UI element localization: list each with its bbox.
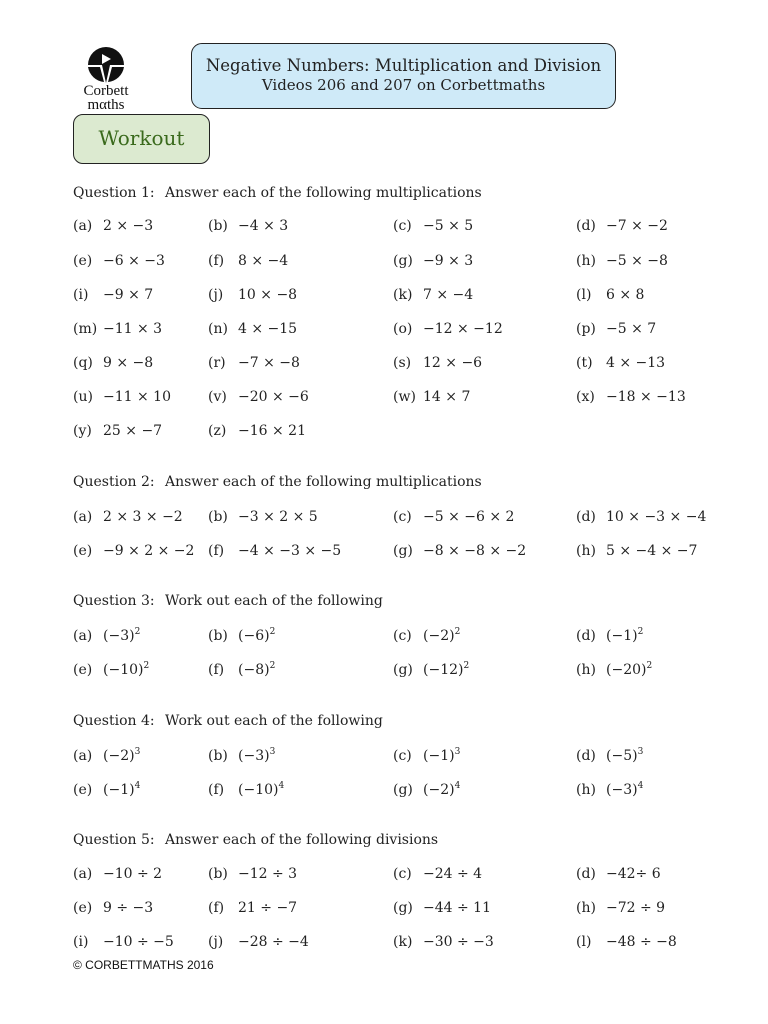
- question-label: Question 4:: [73, 713, 155, 729]
- item-label: (g): [393, 543, 413, 559]
- question-1-item: [208, 253, 288, 269]
- question-4-item: [576, 747, 643, 764]
- item-expression: (−1): [423, 748, 455, 764]
- question-5-heading: [73, 832, 438, 848]
- item-expression: 25 × −7: [103, 423, 163, 439]
- item-label: (f): [208, 543, 225, 559]
- copyright-text: © CORBETTMATHS 2016: [73, 958, 214, 972]
- item-label: (k): [393, 287, 413, 303]
- question-2-item: [576, 509, 706, 525]
- item-expression: (−20): [606, 662, 647, 678]
- item-expression: (−2): [423, 782, 455, 798]
- item-exponent: 2: [463, 661, 470, 671]
- item-expression: 7 × −4: [423, 287, 474, 303]
- question-1-item: [208, 423, 306, 439]
- item-label: (d): [576, 628, 596, 644]
- item-label: (p): [576, 321, 596, 337]
- item-label: (e): [73, 662, 93, 678]
- question-1-item: [576, 253, 668, 269]
- item-expression: −10 ÷ 2: [103, 866, 163, 882]
- page-subtitle: Videos 206 and 207 on Corbettmaths: [261, 76, 546, 94]
- item-label: (h): [576, 900, 596, 916]
- item-expression: −20 × −6: [238, 389, 309, 405]
- item-label: (b): [208, 628, 228, 644]
- item-label: (q): [73, 355, 93, 371]
- item-expression: (−3): [103, 628, 135, 644]
- question-2-item: [393, 543, 526, 559]
- logo-line1: Corbett: [83, 83, 129, 99]
- question-1-item: [208, 287, 297, 303]
- question-1-item: [393, 355, 482, 371]
- question-5-item: [576, 900, 665, 916]
- item-expression: −28 ÷ −4: [238, 934, 309, 950]
- question-1-item: [73, 355, 153, 371]
- item-label: (l): [576, 934, 592, 950]
- item-expression: 14 × 7: [423, 389, 471, 405]
- item-expression: −6 × −3: [103, 253, 165, 269]
- question-1-item: [73, 253, 165, 269]
- question-1-item: [73, 321, 162, 337]
- item-label: (a): [73, 218, 93, 234]
- item-label: (f): [208, 900, 225, 916]
- question-label: Question 2:: [73, 474, 155, 490]
- item-expression: −42÷ 6: [606, 866, 661, 882]
- question-2-item: [208, 509, 318, 525]
- item-label: (k): [393, 934, 413, 950]
- item-expression: −7 × −8: [238, 355, 300, 371]
- item-label: (d): [576, 509, 596, 525]
- item-label: (e): [73, 782, 93, 798]
- question-2-item: [73, 543, 194, 559]
- question-label: Question 1:: [73, 185, 155, 201]
- logo-line2: mαths: [87, 97, 125, 113]
- item-expression: −18 × −13: [606, 389, 686, 405]
- question-1-item: [576, 321, 656, 337]
- item-expression: −11 × 3: [103, 321, 163, 337]
- item-expression: 12 × −6: [423, 355, 483, 371]
- question-5-item: [73, 934, 174, 950]
- item-exponent: 2: [143, 661, 150, 671]
- item-label: (c): [393, 866, 412, 882]
- question-1-item: [393, 253, 473, 269]
- item-label: (b): [208, 748, 228, 764]
- item-expression: −9 × 3: [423, 253, 474, 269]
- item-exponent: 3: [637, 747, 644, 757]
- item-label: (u): [73, 389, 93, 405]
- question-3-item: [73, 661, 149, 678]
- item-expression: 4 × −15: [238, 321, 298, 337]
- item-expression: −11 × 10: [103, 389, 171, 405]
- item-label: (s): [393, 355, 412, 371]
- question-4-item: [393, 747, 460, 764]
- item-label: (c): [393, 628, 412, 644]
- question-3-item: [576, 627, 643, 644]
- item-label: (j): [208, 934, 224, 950]
- question-1-item: [73, 423, 162, 439]
- item-expression: −9 × 7: [103, 287, 154, 303]
- question-5-item: [576, 866, 661, 882]
- question-2-item: [393, 509, 514, 525]
- question-1-item: [208, 389, 309, 405]
- item-label: (g): [393, 253, 413, 269]
- item-label: (a): [73, 748, 93, 764]
- page-title: Negative Numbers: Multiplication and Division: [205, 56, 602, 75]
- question-4-item: [208, 781, 284, 798]
- item-expression: −5 × 5: [423, 218, 474, 234]
- item-label: (h): [576, 782, 596, 798]
- question-5-item: [73, 900, 153, 916]
- item-exponent: 2: [637, 627, 644, 637]
- question-1-item: [208, 355, 300, 371]
- question-1-heading: [73, 185, 482, 201]
- item-exponent: 2: [646, 661, 653, 671]
- item-label: (r): [208, 355, 226, 371]
- item-expression: −7 × −2: [606, 218, 668, 234]
- item-expression: 2 × 3 × −2: [103, 509, 183, 525]
- question-3-item: [393, 627, 460, 644]
- question-3-item: [208, 661, 275, 678]
- item-expression: 2 × −3: [103, 218, 154, 234]
- item-label: (i): [73, 287, 89, 303]
- item-label: (e): [73, 900, 93, 916]
- item-expression: (−2): [103, 748, 135, 764]
- question-1-item: [576, 218, 668, 234]
- item-expression: 6 × 8: [606, 287, 645, 303]
- question-1-item: [73, 389, 171, 405]
- item-label: (a): [73, 628, 93, 644]
- question-3-heading: [73, 593, 383, 609]
- item-expression: 21 ÷ −7: [238, 900, 298, 916]
- item-label: (d): [576, 218, 596, 234]
- item-expression: −3 × 2 × 5: [238, 509, 318, 525]
- item-expression: −24 ÷ 4: [423, 866, 483, 882]
- question-4-item: [73, 781, 140, 798]
- item-expression: 10 × −3 × −4: [606, 509, 707, 525]
- workout-label: Workout: [73, 114, 210, 164]
- item-expression: (−3): [238, 748, 270, 764]
- item-expression: (−8): [238, 662, 270, 678]
- question-4-item: [576, 781, 643, 798]
- item-label: (c): [393, 218, 412, 234]
- item-label: (z): [208, 423, 227, 439]
- item-label: (f): [208, 253, 225, 269]
- item-label: (c): [393, 748, 412, 764]
- question-3-item: [576, 661, 652, 678]
- question-3-item: [208, 627, 275, 644]
- item-exponent: 2: [269, 661, 276, 671]
- item-label: (j): [208, 287, 224, 303]
- item-expression: (−6): [238, 628, 270, 644]
- question-instruction: Work out each of the following: [165, 593, 383, 609]
- item-expression: −48 ÷ −8: [606, 934, 677, 950]
- item-expression: 8 × −4: [238, 253, 289, 269]
- item-label: (a): [73, 866, 93, 882]
- play-button-logo-icon: [85, 46, 127, 84]
- item-label: (m): [73, 321, 98, 337]
- question-5-item: [393, 900, 491, 916]
- question-5-item: [208, 900, 297, 916]
- question-1-item: [576, 389, 686, 405]
- item-expression: 9 × −8: [103, 355, 154, 371]
- question-5-item: [576, 934, 677, 950]
- item-label: (o): [393, 321, 413, 337]
- item-exponent: 3: [134, 747, 141, 757]
- question-1-item: [576, 287, 644, 303]
- item-exponent: 2: [134, 627, 141, 637]
- item-exponent: 2: [454, 627, 461, 637]
- question-2-item: [73, 509, 183, 525]
- question-1-item: [73, 218, 153, 234]
- item-expression: (−3): [606, 782, 638, 798]
- item-label: (h): [576, 253, 596, 269]
- item-label: (d): [576, 866, 596, 882]
- item-label: (b): [208, 509, 228, 525]
- item-expression: −5 × −8: [606, 253, 668, 269]
- item-expression: −12 × −12: [423, 321, 503, 337]
- item-label: (l): [576, 287, 592, 303]
- item-expression: (−10): [103, 662, 144, 678]
- question-5-item: [73, 866, 162, 882]
- question-4-item: [73, 747, 140, 764]
- item-expression: (−1): [606, 628, 638, 644]
- question-1-item: [208, 218, 288, 234]
- item-label: (t): [576, 355, 593, 371]
- item-expression: −12 ÷ 3: [238, 866, 298, 882]
- item-exponent: 3: [454, 747, 461, 757]
- item-label: (g): [393, 900, 413, 916]
- item-label: (b): [208, 218, 228, 234]
- item-label: (d): [576, 748, 596, 764]
- item-expression: −72 ÷ 9: [606, 900, 666, 916]
- item-expression: 9 ÷ −3: [103, 900, 154, 916]
- item-expression: 4 × −13: [606, 355, 666, 371]
- item-expression: −5 × −6 × 2: [423, 509, 515, 525]
- item-label: (b): [208, 866, 228, 882]
- item-expression: (−2): [423, 628, 455, 644]
- item-expression: −9 × 2 × −2: [103, 543, 195, 559]
- question-5-item: [208, 934, 309, 950]
- question-1-item: [73, 287, 153, 303]
- item-label: (f): [208, 662, 225, 678]
- question-4-heading: [73, 713, 383, 729]
- question-5-item: [393, 866, 482, 882]
- item-label: (x): [576, 389, 595, 405]
- question-1-item: [393, 218, 473, 234]
- question-label: Question 5:: [73, 832, 155, 848]
- question-instruction: Answer each of the following multiplications: [165, 474, 482, 490]
- item-exponent: 4: [134, 781, 141, 791]
- item-expression: −44 ÷ 11: [423, 900, 491, 916]
- item-expression: −30 ÷ −3: [423, 934, 494, 950]
- item-label: (n): [208, 321, 228, 337]
- item-label: (e): [73, 253, 93, 269]
- question-5-item: [208, 866, 297, 882]
- question-instruction: Answer each of the following divisions: [165, 832, 439, 848]
- question-1-item: [208, 321, 297, 337]
- question-1-item: [393, 389, 470, 405]
- title-box: [191, 43, 616, 109]
- corbettmaths-logo: [74, 46, 138, 114]
- item-label: (f): [208, 782, 225, 798]
- item-expression: 10 × −8: [238, 287, 298, 303]
- item-label: (a): [73, 509, 93, 525]
- item-label: (g): [393, 662, 413, 678]
- item-expression: 5 × −4 × −7: [606, 543, 698, 559]
- question-instruction: Work out each of the following: [165, 713, 383, 729]
- item-label: (c): [393, 509, 412, 525]
- question-label: Question 3:: [73, 593, 155, 609]
- item-exponent: 4: [637, 781, 644, 791]
- question-3-item: [393, 661, 469, 678]
- question-4-item: [208, 747, 275, 764]
- item-expression: −8 × −8 × −2: [423, 543, 527, 559]
- item-label: (i): [73, 934, 89, 950]
- item-label: (h): [576, 543, 596, 559]
- question-2-heading: [73, 474, 482, 490]
- question-1-item: [576, 355, 665, 371]
- item-label: (y): [73, 423, 92, 439]
- item-label: (w): [393, 389, 416, 405]
- item-label: (h): [576, 662, 596, 678]
- item-expression: (−12): [423, 662, 464, 678]
- item-expression: (−10): [238, 782, 279, 798]
- item-expression: (−5): [606, 748, 638, 764]
- item-exponent: 4: [278, 781, 285, 791]
- item-expression: −10 ÷ −5: [103, 934, 174, 950]
- question-1-item: [393, 287, 473, 303]
- question-instruction: Answer each of the following multiplications: [165, 185, 482, 201]
- question-2-item: [576, 543, 697, 559]
- question-3-item: [73, 627, 140, 644]
- question-5-item: [393, 934, 494, 950]
- item-exponent: 3: [269, 747, 276, 757]
- question-4-item: [393, 781, 460, 798]
- item-exponent: 4: [454, 781, 461, 791]
- item-expression: (−1): [103, 782, 135, 798]
- item-label: (v): [208, 389, 227, 405]
- question-2-item: [208, 543, 341, 559]
- item-expression: −16 × 21: [238, 423, 306, 439]
- item-expression: −4 × −3 × −5: [238, 543, 342, 559]
- item-label: (g): [393, 782, 413, 798]
- question-1-item: [393, 321, 503, 337]
- item-expression: −4 × 3: [238, 218, 289, 234]
- item-expression: −5 × 7: [606, 321, 657, 337]
- item-label: (e): [73, 543, 93, 559]
- item-exponent: 2: [269, 627, 276, 637]
